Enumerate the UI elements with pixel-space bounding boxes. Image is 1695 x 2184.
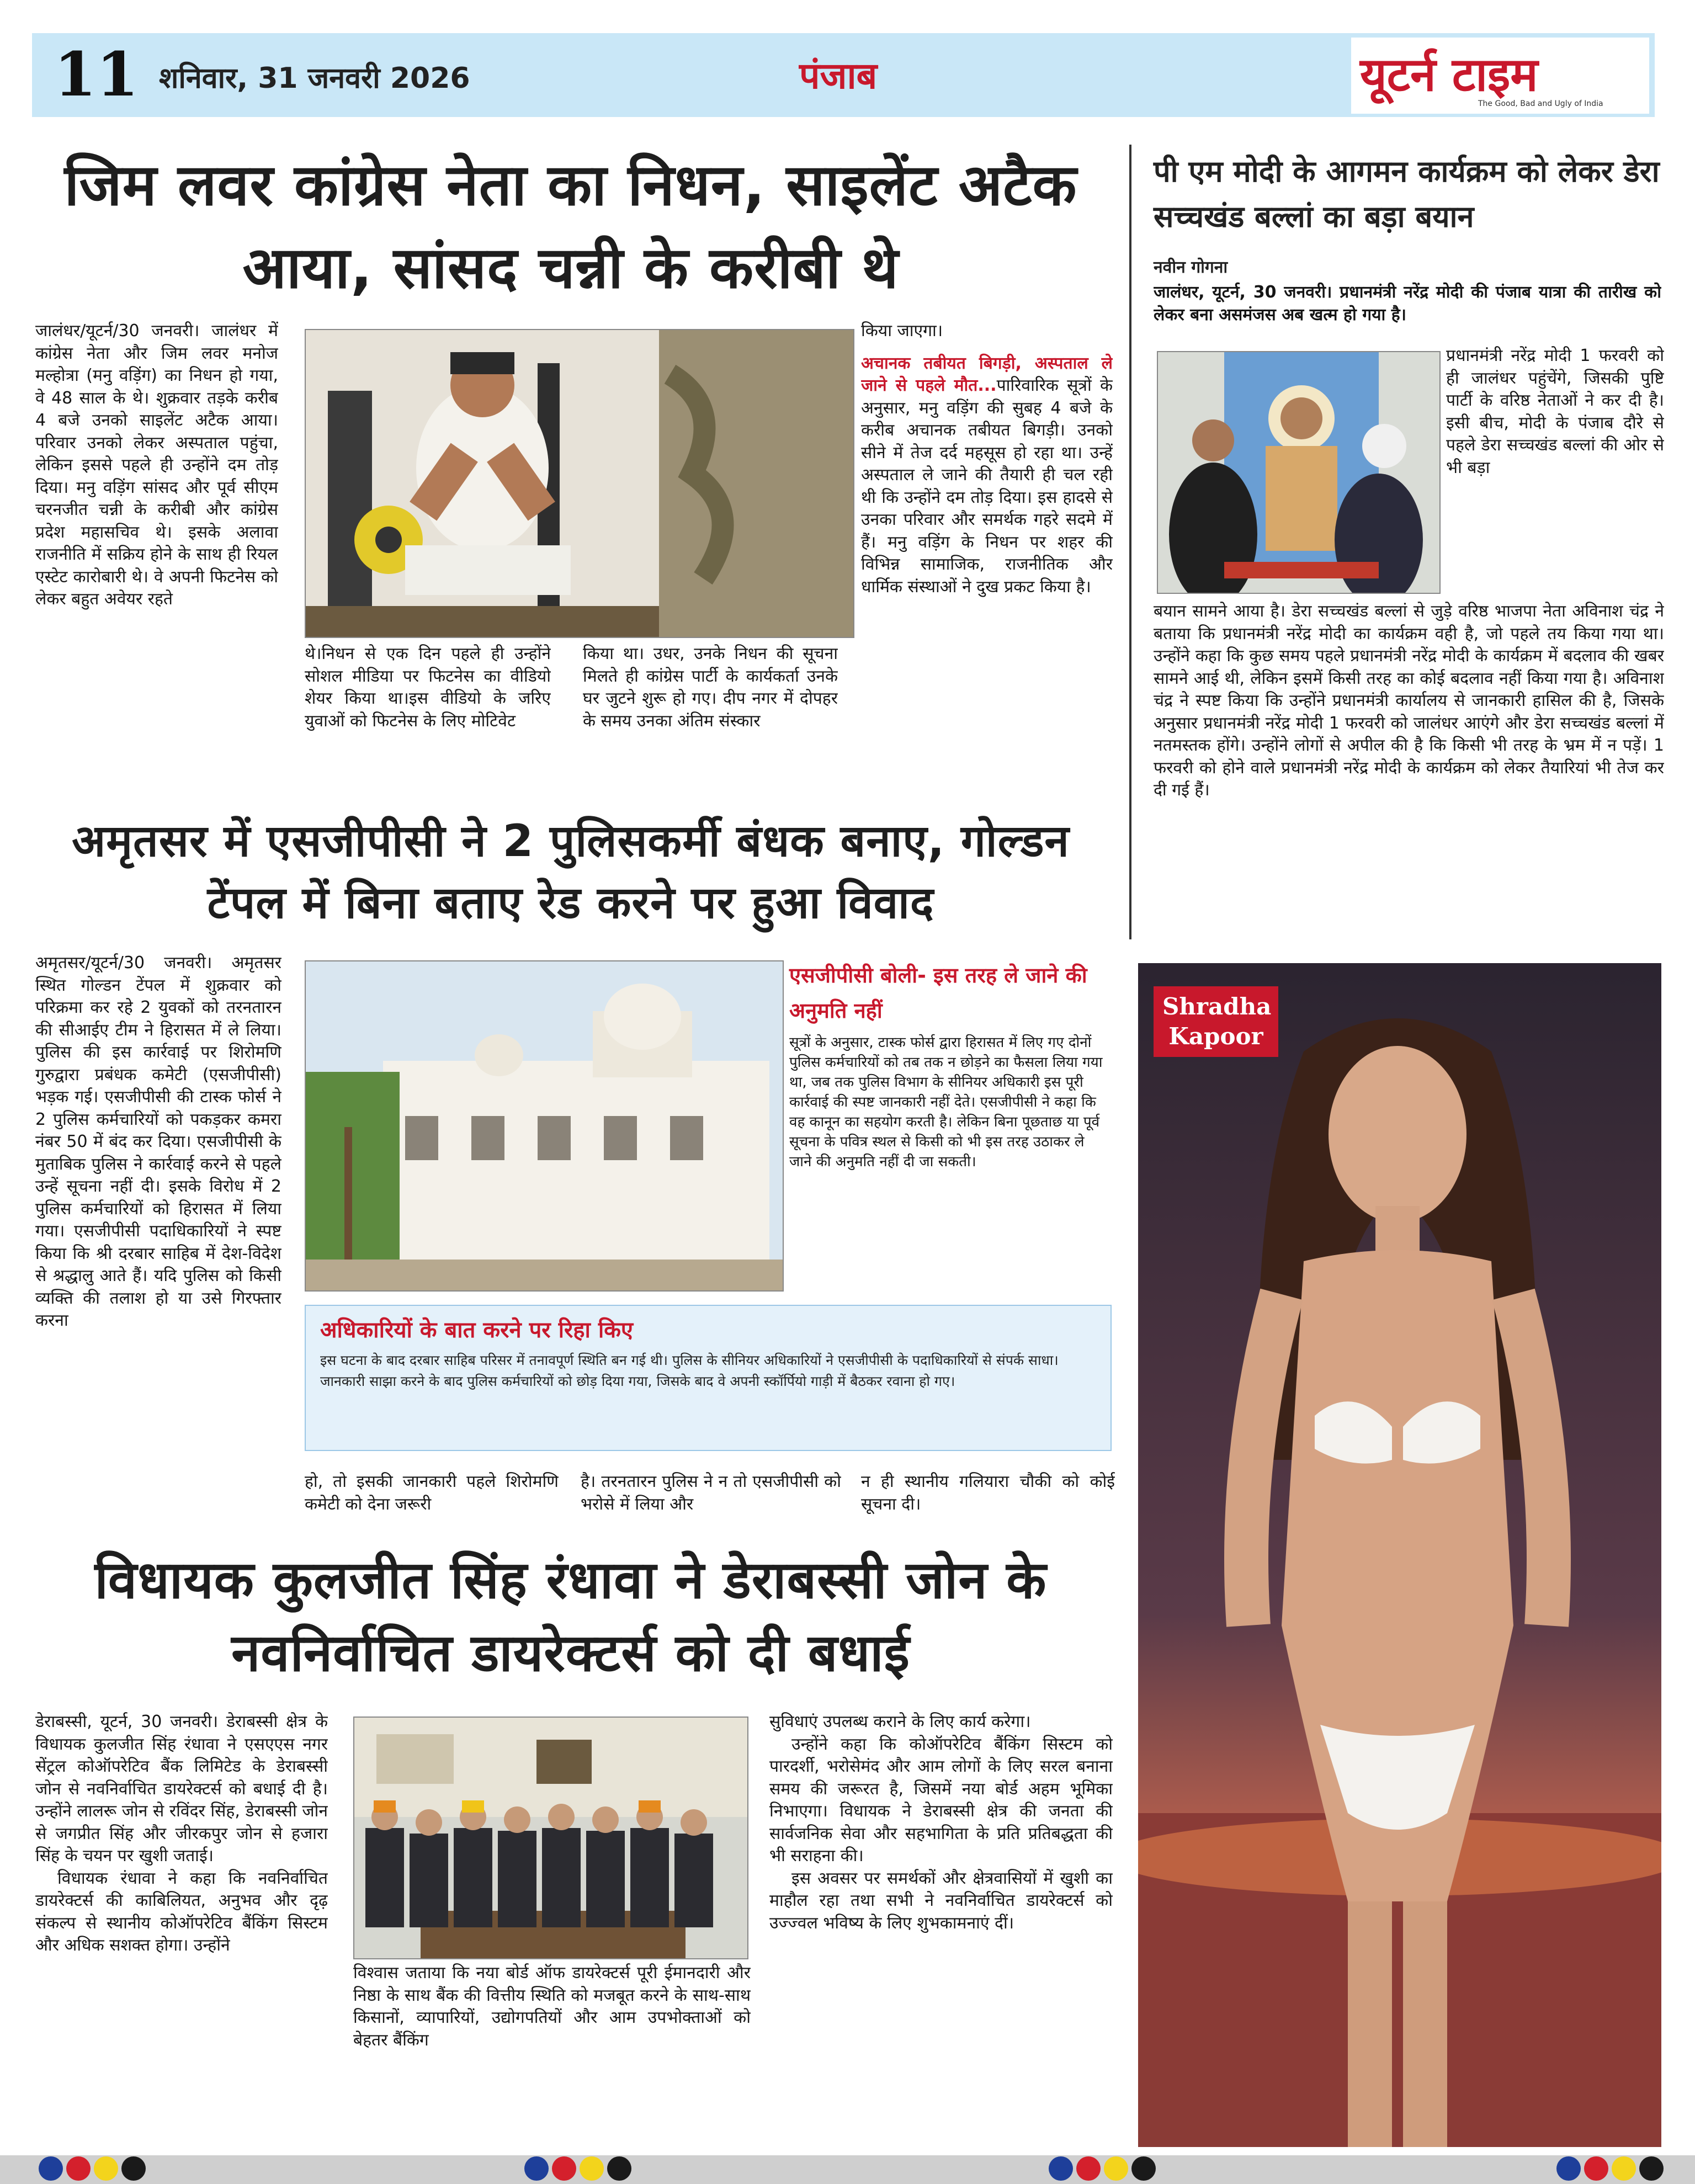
story1-col2-text: थे।निधन से एक दिन पहले ही उन्होंने सोशल मीडिया पर फिटनेस का वीडियो शेयर किया था।इस वीडियो के जरिए युवाओं को फिटनेस के लिए मोटिवेट <box>305 644 551 731</box>
section-title: पंजाब <box>799 55 878 97</box>
color-dot <box>1639 2156 1664 2181</box>
story3-col2 <box>305 1471 559 1524</box>
story1-photo <box>305 329 854 638</box>
color-dots-left <box>39 2156 149 2181</box>
story1-col1 <box>35 320 278 784</box>
color-dot <box>39 2156 63 2181</box>
story4-col2 <box>353 1962 751 2147</box>
story2-intro <box>1154 281 1661 329</box>
brand-logo <box>1351 38 1649 114</box>
color-dots-center <box>524 2156 635 2181</box>
story1-col4 <box>861 320 1113 784</box>
story2-byline: नवीन गोगना <box>1154 258 1228 277</box>
page-number: 11 <box>54 39 139 110</box>
story4-headline: विधायक कुलजीत सिंह रंधावा ने डेराबस्सी जोन के नवनिर्वाचित डायरेक्टर्स को दी बधाई <box>94 1550 1047 1683</box>
story3-headline: अमृतसर में एसजीपीसी ने 2 पुलिसकर्मी बंधक बनाए, गोल्डन टेंपल में बिना बताए रेड करने पर हुआ विवाद <box>72 815 1070 928</box>
story3-col1 <box>35 952 281 1523</box>
color-dot <box>1104 2156 1128 2181</box>
color-dot <box>1556 2156 1581 2181</box>
brand-name: यूटर्न टाइम <box>1360 47 1538 102</box>
story2-side-text: प्रधानमंत्री नरेंद्र मोदी 1 फरवरी को ही जालंधर पहुंचेंगे, जिसकी पुष्टि पार्टी के वरिष्ठ नेताओं ने कर दी है। इसी बीच, मोदी के पंजाब दौरे से पहले डेरा सच्चखंड बल्लां की ओर से भी बड़ा <box>1446 346 1664 477</box>
page-header <box>32 33 1655 117</box>
story4-photo <box>353 1717 748 1959</box>
golden-temple-photo-illustration <box>306 961 784 1292</box>
story4-col2-text: विश्वास जताया कि नया बोर्ड ऑफ डायरेक्टर्स पूरी ईमानदारी और निष्ठा के साथ बैंक की वित्तीय स्थिति को मजबूत करने के साथ-साथ किसानों, व्यापारियों, उद्योगपतियों और आम उपभोक्ताओं को बेहतर बैंकिंग <box>353 1963 751 2050</box>
story2-intro-text: जालंधर, यूटर्न, 30 जनवरी। प्रधानमंत्री नरेंद्र मोदी की पंजाब यात्रा की तारीख को लेकर बना असमंजस अब खत्म हो गया है। <box>1154 283 1661 325</box>
story1-headline: जिम लवर कांग्रेस नेता का निधन, साइलेंट अटैक आया, सांसद चन्नी के करीबी थे <box>64 151 1077 301</box>
story4-col1-text: डेराबस्सी, यूटर्न, 30 जनवरी। डेराबस्सी क्षेत्र के विधायक कुलजीत सिंह रंधावा ने एसएएस नगर सेंट्रल कोऑपरेटिव बैंक लिमिटेड के डेराबस्सी जोन से नवनिर्वाचित डायरेक्टर्स को बधाई दी है। उन्होंने लालरू जोन से रविंदर सिंह, डेराबस्सी जोन से जगप्रीत सिंह और जीरकपुर जोन से हजारा सिंह के चयन पर खुशी जताई। <box>35 1712 328 1866</box>
story3-col3 <box>581 1471 841 1524</box>
color-dots-right-1 <box>1049 2156 1159 2181</box>
story4-col3-text: सुविधाएं उपलब्ध कराने के लिए कार्य करेगा। <box>769 1712 1031 1731</box>
story4-col1 <box>35 1711 328 2147</box>
story4-col3c-text: इस अवसर पर समर्थकों और क्षेत्रवासियों में खुशी का माहौल रहा तथा सभी ने नवनिर्वाचित डायरेक्टर्स को उज्ज्वल भविष्य के लिए शुभकामनाएं दीं। <box>769 1868 1113 1933</box>
group-photo-illustration <box>354 1718 748 1959</box>
color-dot <box>524 2156 549 2181</box>
color-dot <box>580 2156 604 2181</box>
story2-body-text: बयान सामने आया है। डेरा सच्चखंड बल्लां से जुड़े वरिष्ठ भाजपा नेता अविनाश चंद्र ने बताया कि प्रधानमंत्री नरेंद्र मोदी का कार्यक्रम वही है, जो पहले तय किया गया था। उन्होंने कहा कि कुछ समय पहले प्रधानमंत्री नरेंद्र मोदी के कार्यक्रम में बदलाव की खबर सामने आई थी, लेकिन इसमें किसी तरह का कोई बदलाव नहीं किया गया है। अविनाश चंद्र ने स्पष्ट किया कि उन्होंने प्रधानमंत्री कार्यालय से जानकारी हासिल की है, जिसके अनुसार प्रधानमंत्री नरेंद्र मोदी 1 फरवरी को जालंधर आएंगे और डेरा सच्चखंड बल्लां में नतमस्तक होंगे। उन्होंने लोगों से अपील की है कि किसी भी तरह के भ्रम में न पड़ें। 1 फरवरी को होने वाले प्रधानमंत्री नरेंद्र मोदी के कार्यक्रम को लेकर तैयारियां भी तेज कर दी गई हैं। <box>1154 602 1664 800</box>
color-dot <box>1612 2156 1636 2181</box>
color-dot <box>1049 2156 1073 2181</box>
story3-box-title: एसजीपीसी बोली- इस तरह ले जाने की अनुमति नहीं <box>789 963 1087 1023</box>
color-dot <box>552 2156 576 2181</box>
header-date: शनिवार, 31 जनवरी 2026 <box>159 62 470 95</box>
story2-body <box>1154 601 1664 943</box>
story2-headline: पी एम मोदी के आगमन कार्यक्रम को लेकर डेरा सच्चखंड बल्लां का बड़ा बयान <box>1154 154 1660 234</box>
story3-col4 <box>861 1471 1115 1524</box>
celebrity-name-first: Shradha <box>1162 993 1272 1020</box>
brand-tagline: The Good, Bad and Ugly of India <box>1478 99 1603 108</box>
color-dot <box>607 2156 631 2181</box>
color-dot <box>1584 2156 1608 2181</box>
story4-col3 <box>769 1711 1113 2147</box>
color-dot <box>121 2156 146 2181</box>
story4-col1b-text: विधायक रंधावा ने कहा कि नवनिर्वाचित डायरेक्टर्स की काबिलियत, अनुभव और दृढ़ संकल्प से स्थानीय कोऑपरेटिव बैंकिंग सिस्टम और अधिक सशक्त होगा। उन्होंने <box>35 1868 328 1955</box>
footer-bar <box>0 2155 1695 2184</box>
story3-box-text: सूत्रों के अनुसार, टास्क फोर्स द्वारा हिरासत में लिए गए दोनों पुलिस कर्मचारियों को तब तक न छोड़ने का फैसला लिया गया था, जब तक पुलिस विभाग के सीनियर अधिकारी इस पूरी कार्रवाई की स्पष्ट जानकारी नहीं देते। एसजीपीसी ने कहा कि वह कानून का सहयोग करती है। लेकिन बिना पूछताछ या पूर्व सूचना के पवित्र स्थल से किसी को भी इस तरह उठाकर ले जाने की अनुमति नहीं दी जा सकती। <box>789 1034 1103 1170</box>
story3-release-box <box>305 1305 1112 1451</box>
color-dot <box>94 2156 118 2181</box>
story2-side <box>1446 345 1664 599</box>
story3-release-text: इस घटना के बाद दरबार साहिब परिसर में तनावपूर्ण स्थिति बन गई थी। पुलिस के सीनियर अधिकारियों ने एसजीपीसी के पदाधिकारियों से संपर्क साधा। जानकारी साझा करने के बाद पुलिस कर्मचारियों को छोड़ दिया गया, जिसके बाद वे अपनी स्कॉर्पियो गाड़ी में बैठकर रवाना हो गए। <box>320 1352 1059 1389</box>
story3-sidebox <box>789 958 1115 1289</box>
story1-col2 <box>305 643 551 784</box>
story1-col4-text: पारिवारिक सूत्रों के अनुसार, मनु वड़िंग की सुबह 4 बजे के करीब अचानक तबीयत बिगड़ी। उनको सीने में तेज दर्द महसूस हो रहा था। उन्हें अस्पताल ले जाने की तैयारी ही चल रही थी कि उन्होंने दम तोड़ दिया। इस हादसे से उनका परिवार और समर्थक गहरे सदमे में हैं। मनु वड़िंग के निधन पर शहर की विभिन्न सामाजिक, राजनीतिक और धार्मिक संस्थाओं ने दुख प्रकट किया है। <box>861 376 1113 597</box>
story3-box-body <box>789 1033 1109 1264</box>
color-dots-right-2 <box>1556 2156 1667 2181</box>
color-dot <box>1131 2156 1156 2181</box>
story1-col3 <box>583 643 838 784</box>
divider-vertical <box>1129 145 1131 939</box>
color-dot <box>1076 2156 1101 2181</box>
celebrity-name-tag <box>1154 986 1278 1057</box>
dera-photo-illustration <box>1158 352 1441 594</box>
story2-photo <box>1157 351 1441 594</box>
story3-release-title: अधिकारियों के बात करने पर रिहा किए <box>320 1317 634 1343</box>
story3-col1-text: अमृतसर/यूटर्न/30 जनवरी। अमृतसर स्थित गोल्डन टेंपल में शुक्रवार को परिक्रमा कर रहे 2 युवकों को तरनतारन की सीआईए टीम ने हिरासत में ले लिया। पुलिस की इस कार्रवाई पर शिरोमणि गुरुद्वारा प्रबंधक कमेटी (एसजीपीसी) भड़क गई। एसजीपीसी की टास्क फोर्स ने 2 पुलिस कर्मचारियों को पकड़कर कमरा नंबर 50 में बंद कर दिया। एसजीपीसी के मुताबिक पुलिस ने कार्रवाई करने से पहले उन्हें सूचना नहीं दी। इसके विरोध में 2 पुलिस कर्मचारियों को हिरासत में लिया गया। एसजीपीसी पदाधिकारियों ने स्पष्ट किया कि श्री दरबार साहिब में देश-विदेश से श्रद्धालु आते हैं। यदि पुलिस को किसी व्यक्ति की तलाश हो या उसे गिरफ्तार करना <box>35 953 281 1330</box>
celebrity-name-last: Kapoor <box>1168 1023 1263 1050</box>
story3-photo <box>305 960 784 1292</box>
color-dot <box>66 2156 91 2181</box>
story4-col3b-text: उन्होंने कहा कि कोऑपरेटिव बैंकिंग सिस्टम को पारदर्शी, भरोसेमंद और आम लोगों के लिए सरल बनाना समय की जरूरत है, जिसमें नया बोर्ड अहम भूमिका निभाएगा। विधायक ने डेराबस्सी क्षेत्र की जनता की सार्वजनिक सेवा और सहभागिता के प्रति प्रतिबद्धता की भी सराहना की। <box>769 1734 1113 1866</box>
story3-col4-text: न ही स्थानीय गलियारा चौकी को कोई सूचना दी। <box>861 1472 1115 1514</box>
story1-col3-text: किया था। उधर, उनके निधन की सूचना मिलते ही कांग्रेस पार्टी के कार्यकर्ता उनके घर जुटने शुरू हो गए। दीप नगर में दोपहर के समय उनका अंतिम संस्कार <box>583 644 838 731</box>
story1-kicker: अचानक तबीयत बिगड़ी, अस्पताल ले जाने से पहले मौत... <box>861 353 1113 395</box>
story3-col3-text: है। तरनतारन पुलिस ने न तो एसजीपीसी को भरोसे में लिया और <box>581 1472 841 1514</box>
story1-col1-text: जालंधर/यूटर्न/30 जनवरी। जालंधर में कांग्रेस नेता और जिम लवर मनोज मल्होत्रा (मनु वड़िंग) का निधन हो गया, वे 48 साल के थे। शुक्रवार तड़के करीब 4 बजे उनको साइलेंट अटैक आया। परिवार उनको लेकर अस्पताल पहुंचा, लेकिन इससे पहले ही उन्होंने दम तोड़ दिया। मनु वड़िंग सांसद और पूर्व सीएम चरनजीत चन्नी के करीबी और कांग्रेस प्रदेश महासचिव थे। इसके अलावा राजनीति में सक्रिय होने के साथ ही रियल एस्टेट कारोबारी थे। वे अपनी फिटनेस को लेकर बहुत अवेयर रहते <box>35 321 278 609</box>
story1-col4-intro: किया जाएगा। <box>861 321 943 341</box>
gym-photo-illustration <box>306 330 854 638</box>
model-photo-illustration <box>1138 963 1661 2147</box>
story3-col2-text: हो, तो इसकी जानकारी पहले शिरोमणि कमेटी को देना जरूरी <box>305 1472 559 1514</box>
celebrity-photo <box>1138 963 1661 2147</box>
